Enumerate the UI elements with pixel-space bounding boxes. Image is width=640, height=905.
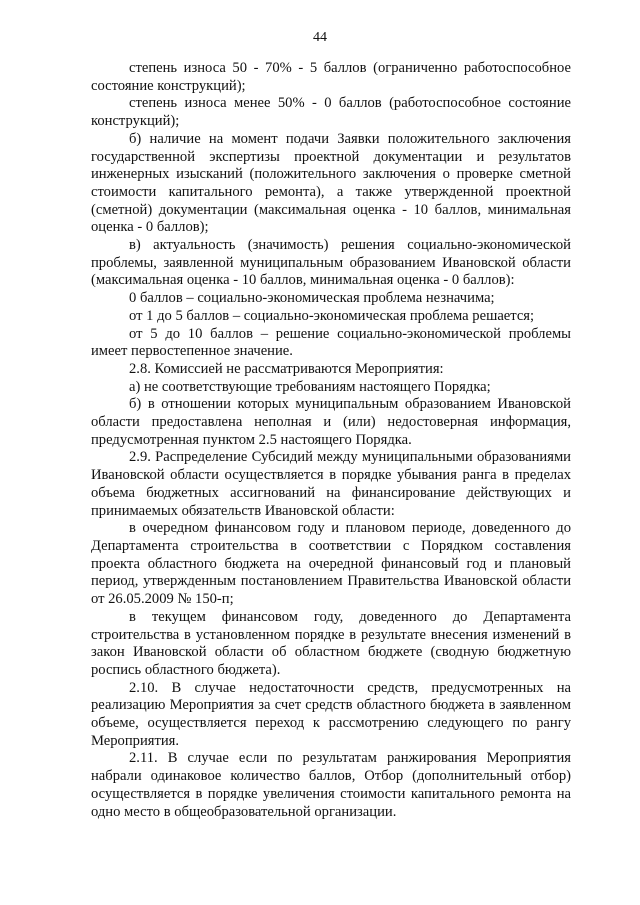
paragraph-2-10: 2.10. В случае недостаточности средств, предусмотренных на реализацию Мероприятия за счет средств областного бюджета в заявленном объеме, осуществляется переход к рассмотрению следующего по рангу Мероприятия. (91, 679, 571, 749)
paragraph-2-8-b: б) в отношении которых муниципальным образованием Ивановской области предоставлена неполная и (или) недостоверная информация, предусмотренная пунктом 2.5 настоящего Порядка. (91, 396, 571, 448)
paragraph-criterion-v: в) актуальность (значимость) решения социально-экономической проблемы, заявленной муниципальным образованием Ивановской области (максимальная оценка - 10 баллов, минимальная оценка - 0 баллов): (91, 237, 571, 289)
paragraph-criterion-b: б) наличие на момент подачи Заявки положительного заключения государственной экспертизы проектной документации и результатов инженерных изысканий (положительного заключения о проверке сметной стоимости капитального ремонта), а также утвержденной проектной (сметной) документации (максимальная оценка - 10 баллов, минимальная оценка - 0 баллов); (91, 130, 571, 236)
paragraph-wear-under-50: степень износа менее 50% - 0 баллов (работоспособное состояние конструкций); (91, 95, 571, 130)
paragraph-score-5-10: от 5 до 10 баллов – решение социально-экономической проблемы имеет первостепенное значение. (91, 325, 571, 360)
document-body (91, 60, 571, 821)
paragraph-score-1-5: от 1 до 5 баллов – социально-экономическая проблема решается; (129, 307, 535, 324)
paragraph-2-9: 2.9. Распределение Субсидий между муниципальными образованиями Ивановской области осуществляется в порядке убывания ранга в пределах объема бюджетных ассигнований на финансирование действующих и принимаемых обязательств Ивановской области: (91, 449, 571, 519)
paragraph-wear-50-70: степень износа 50 - 70% - 5 баллов (ограниченно работоспособное состояние конструкций); (91, 60, 571, 94)
paragraph-2-11: 2.11. В случае если по результатам ранжирования Мероприятия набрали одинаковое количество баллов, Отбор (дополнительный отбор) осуществляется в порядке увеличения стоимости капитального ремонта на одно место в общеобразовательной организации. (91, 750, 571, 820)
paragraph-2-8-a: а) не соответствующие требованиям настоящего Порядка; (129, 378, 491, 395)
page-number: 44 (313, 30, 327, 45)
paragraph-2-8: 2.8. Комиссией не рассматриваются Мероприятия: (129, 360, 444, 377)
paragraph-score-0: 0 баллов – социально-экономическая проблема незначима; (129, 290, 495, 307)
paragraph-2-9-current-year: в текущем финансовом году, доведенного до Департамента строительства в установленном порядке в результате внесения изменений в закон Ивановской области об областном бюджете (сводную бюджетную роспись областного бюджета). (91, 608, 571, 678)
paragraph-2-9-next-year: в очередном финансовом году и плановом периоде, доведенного до Департамента строительства в соответствии с Порядком составления проекта областного бюджета на очередной финансовый год и плановый период, утвержденным постановлением Правительства Ивановской области от 26.05.2009 № 150-п; (91, 520, 571, 608)
